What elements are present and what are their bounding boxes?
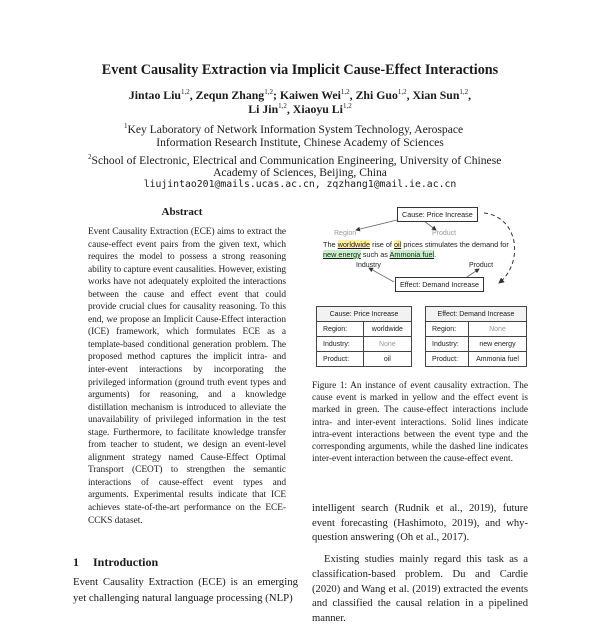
example-sentence: The worldwide rise of oil prices stimulates the demand for new energy such as Ammonia fuel. <box>323 240 509 259</box>
cause-product-argument: oil <box>394 240 402 249</box>
effect-event-node: Effect: Demand Increase <box>395 277 484 292</box>
cause-to-product-edge <box>424 221 436 230</box>
figure-1 <box>314 203 528 375</box>
affiliation-1-line-1: $^1$Key Laboratory of Network Information System Technology, Aerospace <box>124 122 464 136</box>
introduction-text: Event Causality Extraction (ECE) is an emerging yet challenging natural language processing (NLP) <box>73 576 298 604</box>
author-name: Li Jin <box>248 102 279 116</box>
cause-to-region-edge <box>356 220 397 230</box>
table-row: Product: oil <box>317 352 412 367</box>
cause-argument-table <box>316 306 412 367</box>
table-row: Region: worldwide <box>317 322 412 337</box>
affiliation-1-line-2: Information Research Institute, Chinese Academy of Sciences <box>156 136 444 149</box>
paragraph: intelligent search (Rudnik et al., 2019), future event forecasting (Hashimoto, 2019), and why-question answering (Oh et al., 2017). <box>312 503 528 544</box>
author-affil-mark: 1,2 <box>340 88 350 97</box>
paragraph: Existing studies mainly regard this task as a classification-based problem. Du and Cardie (2020) and Wang et al. (2019) extracted the events and classified the causal relation in a pipelined manner. <box>312 554 528 624</box>
author-name: Xian Sun <box>412 88 460 102</box>
product-label-top: Product <box>432 230 457 237</box>
affiliation-text: School of Electronic, Electrical and Communication Engineering, University of Chinese <box>91 153 502 167</box>
author-name: Zequn Zhang <box>195 88 265 102</box>
paper-title: Event Causality Extraction via Implicit Cause-Effect Interactions <box>101 62 499 78</box>
cause-table-header: Cause: Price Increase <box>317 307 412 322</box>
author-emails: liujintao201@mails.ucas.ac.cn, zqzhang1@mail.ie.ac.cn <box>143 179 457 190</box>
author-name: Xiaoyu Li <box>292 102 343 116</box>
section-number: 1 <box>73 555 79 569</box>
affiliation-text: Key Laboratory of Network Information System Technology, Aerospace <box>127 122 464 136</box>
table-row: Product: Ammonia fuel <box>426 352 527 367</box>
table-row: Region: None <box>426 322 527 337</box>
industry-argument: new energy <box>323 250 361 259</box>
author-affil-mark: 1,2 <box>342 102 352 111</box>
figure-1-caption: Figure 1: An instance of event causality extraction. The cause event is marked in yellow and the effect event is marked in green. The cause-effect interactions include intra- and inter-event interactions. Solid lines indicate intra-event interactions between the event type and the corresponding arguments, while the dashed line indicates inter-event interaction between the cause-effect event. <box>312 381 528 465</box>
abstract-heading: Abstract <box>161 206 203 218</box>
author-name: Zhi Guo <box>355 88 398 102</box>
author-affil-mark: 1,2 <box>278 102 287 111</box>
author-name: Kaiwen Wei <box>279 88 341 102</box>
author-affil-mark: 1,2 <box>181 88 190 97</box>
author-line-1: Jintao Liu$^{1,2}$, Zequn Zhang$^{1,2}$; Kaiwen Wei$^{1,2}$, Zhi Guo$^{1,2}$, Xian Sun$^{1,2}$, <box>128 88 472 102</box>
product-label-bottom: Product <box>469 262 494 269</box>
table-row: Industry: None <box>317 337 412 352</box>
author-name: Jintao Liu <box>128 88 181 102</box>
abstract-text: Event Causality Extraction (ECE) aims to extract the cause-effect event pairs from the given text, which requires the model to possess a strong reasoning ability to capture event causalities. However, existing works have not adequately exploited the interactions between the cause and effect event that could provide crucial clues for causality reasoning. To this end, we propose an Implicit Cause-Effect interaction (ICE) framework, which formulates ECE as a template-based conditional generation problem. The proposed method captures the implicit intra- and inter-event interactions by incorporating the privileged information (ground truth event types and arguments) for reasoning, and a knowledge distillation mechanism is introduced to alleviate the unavailability of privileged information in the test stage. Furthermore, to facilitate knowledge transfer from teacher to student, we design an event-level alignment strategy named Cause-Effect Optimal Transport (CEOT) to strengthen the semantic interactions of cause-effect event types and arguments. Experimental results indicate that ICE achieves state-of-the-art performance on the ECE-CCKS dataset. <box>88 227 286 526</box>
right-column-text <box>312 502 528 627</box>
table-row: Industry: new energy <box>426 337 527 352</box>
effect-table-header: Effect: Demand Increase <box>426 307 527 322</box>
section-heading-introduction <box>73 555 158 570</box>
affiliation-2-line-2: Academy of Sciences, Beijing, China <box>213 166 387 179</box>
author-affil-mark: 1,2 <box>397 88 407 97</box>
section-title: Introduction <box>93 555 159 569</box>
effect-to-industry-edge <box>369 268 394 282</box>
cause-event-node: Cause: Price Increase <box>397 207 478 222</box>
author-affil-mark: 1,2 <box>459 88 469 97</box>
industry-label: Industry <box>356 262 381 269</box>
effect-product-argument: Ammonia fuel <box>389 250 435 259</box>
author-line-2: Li Jin$^{1,2}$, Xiaoyu Li$^{1,2}$ <box>248 102 352 116</box>
effect-argument-table <box>425 306 527 367</box>
affiliation-2-line-1: $^2$School of Electronic, Electrical and Communication Engineering, University of Chinese <box>88 153 502 167</box>
region-argument: worldwide <box>337 240 371 249</box>
region-label-top: Region <box>334 230 357 237</box>
author-affil-mark: 1,2 <box>264 88 273 97</box>
